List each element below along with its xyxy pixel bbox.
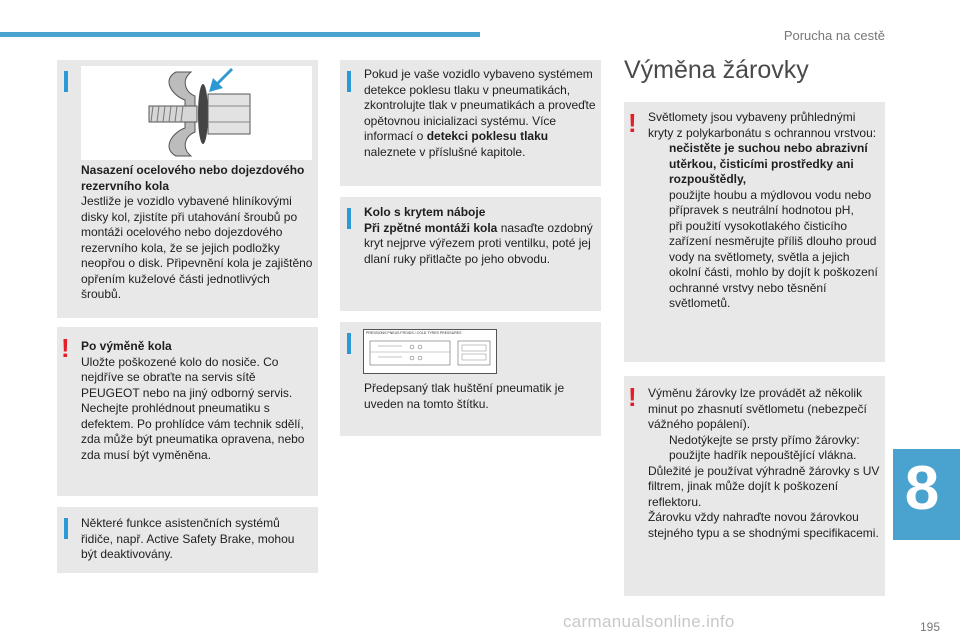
bolt-box-body: Jestliže je vozidlo vybavené hliníkovými disky kol, zjistíte při utahování šroubů po montáži ocelového nebo dojezdového rezervního kola, že se jejich podložky neopřou o disk. Připevnění kola je zajištěno opřením kuželové části jednotlivých šroubů. bbox=[81, 194, 313, 301]
tyre-label-drawing bbox=[364, 330, 496, 373]
warning-icon: ! bbox=[61, 333, 70, 363]
wheel-bolt-figure bbox=[81, 66, 312, 160]
chapter-number: 8 bbox=[904, 454, 940, 523]
info-box-driver-assist bbox=[57, 507, 318, 573]
warning-box-headlamps bbox=[624, 102, 885, 362]
watermark: carmanualsonline.info bbox=[563, 612, 735, 631]
bulb-paragraph-2: Žárovku vždy nahraďte novou žárovkou stejného typu a se shodnými specifikacemi. bbox=[648, 510, 879, 540]
hubcap-subtitle: Při zpětné montáži kola bbox=[364, 220, 498, 235]
headlamp-intro: Světlomety jsou vybaveny průhlednými kryty z polykarbonátu s ochrannou vrstvou: bbox=[648, 110, 877, 140]
bolt-box-text bbox=[81, 163, 313, 303]
headlamp-text bbox=[648, 110, 880, 312]
hubcap-body: nasaďte ozdobný kryt nejprve výřezem proti ventilku, poté jej dlaní ruky přitlačte po jeho obvodu. bbox=[364, 220, 593, 266]
bulb-text bbox=[648, 386, 880, 541]
headlamp-bullet-list bbox=[648, 141, 880, 312]
list-item bbox=[648, 433, 880, 464]
page-number: 195 bbox=[919, 620, 940, 634]
bulb-paragraph-1: Důležité je používat výhradně žárovky s UV filtrem, jinak může dojít k poškození reflektoru. bbox=[648, 463, 880, 509]
warning-box-bulb bbox=[624, 376, 885, 596]
detection-body-pre: Pokud je vaše vozidlo vybaveno systémem detekce poklesu tlaku v pneumatikách, zkontrolujte tlak v pneumatikách a proveďte opětovnou inicializaci systému. Více informací o bbox=[364, 67, 596, 143]
list-item bbox=[648, 219, 880, 312]
hubcap-title: Kolo s krytem náboje bbox=[364, 205, 486, 219]
info-box-detection bbox=[340, 60, 601, 186]
info-marker bbox=[64, 71, 68, 92]
wheel-bolt-illustration bbox=[81, 66, 312, 160]
after-change-text bbox=[81, 339, 313, 463]
bulb-intro: Výměnu žárovky lze provádět až několik minut po zhasnutí světlometu (nebezpečí vážného popálení). bbox=[648, 386, 867, 431]
bulb-bullet: Nedotýkejte se prsty přímo žárovky: použijte hadřík nepouštějící vlákna. bbox=[669, 432, 860, 462]
after-change-title: Po výměně kola bbox=[81, 339, 172, 353]
warning-icon: ! bbox=[628, 108, 637, 138]
info-marker bbox=[64, 518, 68, 539]
driver-assist-body: Některé funkce asistenčních systémů řidiče, např. Active Safety Brake, mohou být deaktivovány. bbox=[81, 516, 295, 561]
list-item bbox=[648, 188, 880, 219]
detection-text bbox=[364, 67, 596, 160]
tyre-label-body: Předepsaný tlak huštění pneumatik je uveden na tomto štítku. bbox=[364, 381, 565, 411]
info-box-hubcap bbox=[340, 197, 601, 311]
list-item bbox=[648, 141, 880, 188]
warning-box-after-change bbox=[57, 327, 318, 496]
detection-body-bold: detekci poklesu tlaku bbox=[426, 129, 549, 143]
header-accent-bar bbox=[0, 32, 480, 37]
bulb-bullet-list bbox=[648, 433, 880, 464]
headlamp-bullet-bold: nečistěte je suchou nebo abrazivní utěrkou, čisticími prostředky ani rozpouštědly, bbox=[669, 141, 868, 186]
headlamp-bullet: použijte houbu a mýdlovou vodu nebo přípravek s neutrální hodnotou pH, bbox=[669, 187, 872, 217]
headlamp-bullet: při použití vysokotlakého čisticího zařízení nesměrujte příliš dlouho proud vody na světlomety, světla a jejich okolní části, mohlo by dojít k poškození ochranné vrstvy nebo těsnění světlometů. bbox=[669, 218, 878, 310]
info-marker bbox=[347, 71, 351, 92]
info-marker bbox=[347, 333, 351, 354]
bolt-box-title: Nasazení ocelového nebo dojezdového rezervního kola bbox=[81, 163, 305, 193]
warning-icon: ! bbox=[628, 382, 637, 412]
running-header: Porucha na cestě bbox=[783, 28, 885, 43]
hubcap-text bbox=[364, 205, 596, 267]
tyre-label-header: PRESSIONS PNEUS FROIDS / COLD TYRES PRESSURES bbox=[366, 331, 462, 335]
section-title: Výměna žárovky bbox=[624, 56, 809, 84]
info-marker bbox=[347, 208, 351, 229]
tyre-pressure-label-figure bbox=[363, 329, 497, 374]
info-box-bolt bbox=[57, 60, 318, 318]
info-box-tyre-label bbox=[340, 322, 601, 436]
after-change-body: Uložte poškozené kolo do nosiče. Co nejdříve se obraťte na servis sítě PEUGEOT nebo na jiný odborný servis. Nechejte prohlédnout pneumatiku s defektem. Po prohlídce vám technik sdělí, zda může být pneumatika opravena, nebo zda musí být vyměněna. bbox=[81, 354, 305, 462]
detection-body-post: naleznete v příslušné kapitole. bbox=[364, 144, 526, 159]
